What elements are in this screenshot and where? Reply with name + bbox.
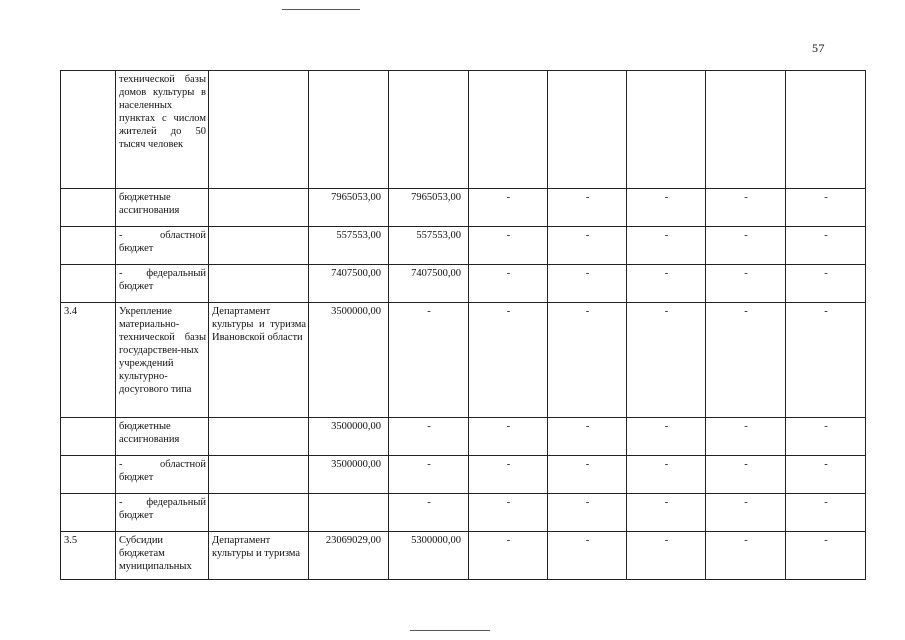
- row-value-cell: -: [548, 189, 627, 227]
- row-value-cell: -: [786, 418, 866, 456]
- row-number-cell: [61, 227, 116, 265]
- row-value-cell: -: [627, 532, 706, 580]
- table-row: [61, 71, 866, 189]
- row-value-cell: [469, 71, 548, 189]
- table-row: [61, 189, 866, 227]
- row-value-cell: -: [469, 265, 548, 303]
- row-value-cell: -: [786, 303, 866, 418]
- row-value-cell: -: [627, 189, 706, 227]
- row-executor-cell: [209, 71, 309, 189]
- row-executor-cell: [209, 227, 309, 265]
- row-name-cell: Субсидии бюджетам муниципальных: [116, 532, 209, 580]
- row-value-cell: -: [786, 227, 866, 265]
- row-value-cell: [309, 71, 389, 189]
- row-executor-cell: [209, 456, 309, 494]
- row-value-cell: -: [706, 227, 786, 265]
- table-row: [61, 418, 866, 456]
- row-number-cell: [61, 265, 116, 303]
- row-value-cell: -: [786, 456, 866, 494]
- row-value-cell: -: [469, 456, 548, 494]
- row-value-cell: -: [786, 189, 866, 227]
- row-value-cell: -: [469, 227, 548, 265]
- row-value-cell: -: [706, 265, 786, 303]
- row-value-cell: 557553,00: [309, 227, 389, 265]
- row-value-cell: -: [548, 227, 627, 265]
- page-number: 57: [812, 41, 825, 55]
- row-value-cell: -: [389, 418, 469, 456]
- row-value-cell: [627, 71, 706, 189]
- row-value-cell: -: [706, 303, 786, 418]
- row-number-cell: [61, 494, 116, 532]
- row-value-cell: -: [548, 532, 627, 580]
- row-value-cell: -: [548, 265, 627, 303]
- row-value-cell: -: [706, 456, 786, 494]
- row-value-cell: 5300000,00: [389, 532, 469, 580]
- row-executor-cell: [209, 494, 309, 532]
- table-row: [61, 265, 866, 303]
- row-value-cell: -: [786, 265, 866, 303]
- row-value-cell: [786, 71, 866, 189]
- row-value-cell: -: [706, 532, 786, 580]
- row-name-cell: - областной бюджет: [116, 227, 209, 265]
- row-value-cell: -: [786, 494, 866, 532]
- table-row: [61, 227, 866, 265]
- row-executor-cell: [209, 265, 309, 303]
- row-value-cell: -: [389, 456, 469, 494]
- row-value-cell: -: [706, 494, 786, 532]
- row-value-cell: -: [627, 494, 706, 532]
- row-value-cell: -: [469, 494, 548, 532]
- budget-table: [60, 70, 866, 580]
- scan-artifact-top: [282, 9, 360, 10]
- row-value-cell: 3500000,00: [309, 456, 389, 494]
- row-value-cell: 3500000,00: [309, 418, 389, 456]
- row-number-cell: 3.5: [61, 532, 116, 580]
- row-value-cell: -: [389, 494, 469, 532]
- row-executor-cell: [209, 189, 309, 227]
- table-body: [61, 71, 866, 580]
- table-row: [61, 303, 866, 418]
- row-name-cell: - федеральный бюджет: [116, 265, 209, 303]
- row-name-cell: бюджетные ассигнования: [116, 418, 209, 456]
- table-row: [61, 494, 866, 532]
- row-value-cell: [309, 494, 389, 532]
- row-value-cell: -: [548, 494, 627, 532]
- row-value-cell: -: [786, 532, 866, 580]
- row-value-cell: 7407500,00: [389, 265, 469, 303]
- row-number-cell: [61, 418, 116, 456]
- row-name-cell: технической базы домов культуры в населенных пунктах с числом жителей до 50 тысяч человек: [116, 71, 209, 189]
- row-value-cell: -: [627, 303, 706, 418]
- row-name-cell: - областной бюджет: [116, 456, 209, 494]
- row-executor-cell: [209, 418, 309, 456]
- row-value-cell: 7407500,00: [309, 265, 389, 303]
- row-value-cell: -: [627, 227, 706, 265]
- row-value-cell: -: [627, 265, 706, 303]
- row-value-cell: -: [469, 418, 548, 456]
- table-row: [61, 456, 866, 494]
- row-value-cell: 3500000,00: [309, 303, 389, 418]
- row-value-cell: [706, 71, 786, 189]
- row-executor-cell: Департамент культуры и туризма Ивановской области: [209, 303, 309, 418]
- row-value-cell: 7965053,00: [309, 189, 389, 227]
- row-name-cell: бюджетные ассигнования: [116, 189, 209, 227]
- row-value-cell: 7965053,00: [389, 189, 469, 227]
- row-value-cell: -: [706, 418, 786, 456]
- scan-artifact-bottom: [410, 630, 490, 631]
- row-number-cell: 3.4: [61, 303, 116, 418]
- row-number-cell: [61, 189, 116, 227]
- row-value-cell: -: [548, 418, 627, 456]
- row-executor-cell: Департамент культуры и туризма: [209, 532, 309, 580]
- row-number-cell: [61, 71, 116, 189]
- row-value-cell: 557553,00: [389, 227, 469, 265]
- row-value-cell: -: [627, 456, 706, 494]
- row-value-cell: -: [469, 189, 548, 227]
- row-value-cell: -: [548, 303, 627, 418]
- row-value-cell: -: [627, 418, 706, 456]
- row-value-cell: -: [548, 456, 627, 494]
- row-name-cell: - федеральный бюджет: [116, 494, 209, 532]
- row-value-cell: -: [706, 189, 786, 227]
- row-value-cell: [389, 71, 469, 189]
- row-value-cell: 23069029,00: [309, 532, 389, 580]
- row-value-cell: -: [389, 303, 469, 418]
- row-value-cell: -: [469, 303, 548, 418]
- row-value-cell: -: [469, 532, 548, 580]
- row-name-cell: Укрепление материально-технической базы государствен-ных учреждений культурно-досугового типа: [116, 303, 209, 418]
- table-row: [61, 532, 866, 580]
- row-value-cell: [548, 71, 627, 189]
- row-number-cell: [61, 456, 116, 494]
